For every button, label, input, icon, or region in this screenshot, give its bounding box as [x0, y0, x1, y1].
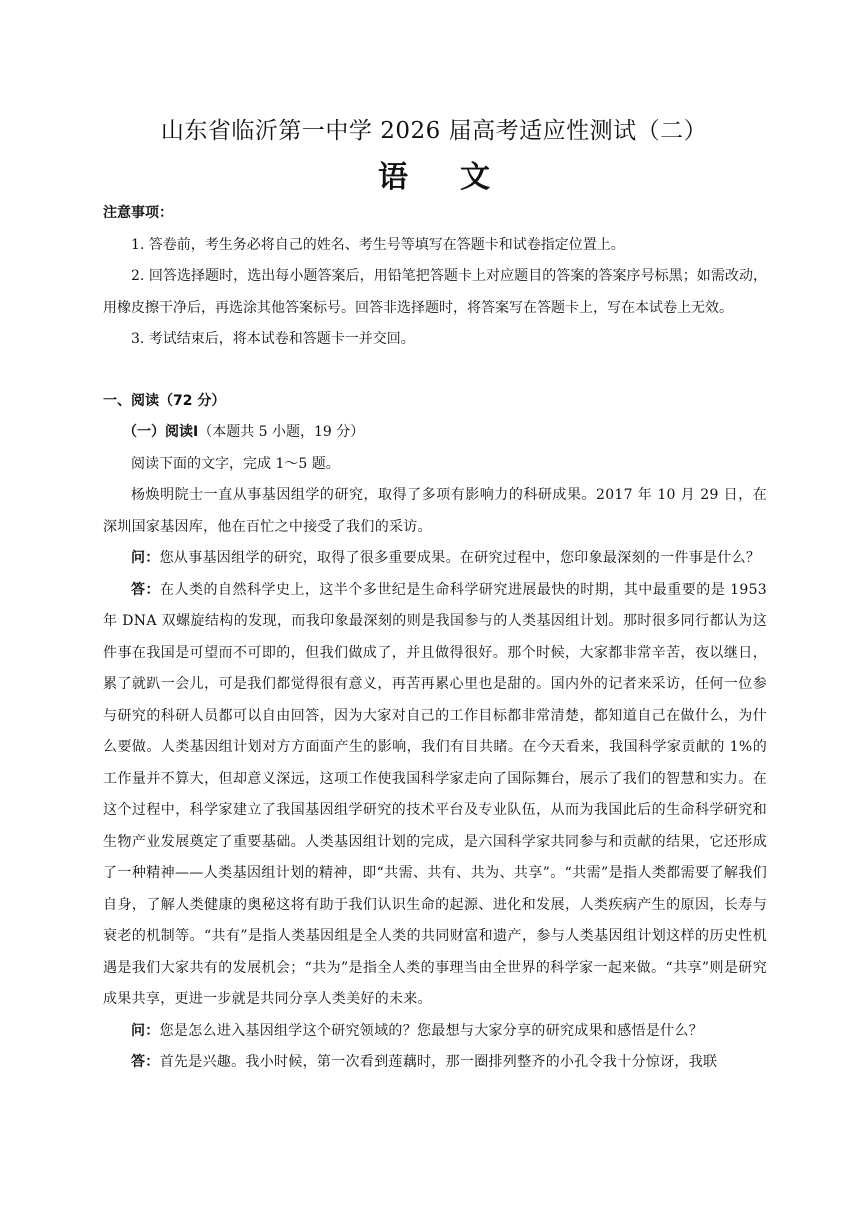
question-text: 您是怎么进入基因组学这个研究领域的？您最想与大家分享的研究成果和感悟是什么？: [159, 1022, 704, 1039]
answer-label: 答：: [131, 581, 160, 598]
answer-1: [103, 575, 767, 1016]
answer-label: 答：: [131, 1054, 160, 1070]
section-heading: 一、阅读（72 分）: [103, 392, 226, 409]
question-label: 问：: [131, 550, 160, 566]
question-text: 您从事基因组学的研究，取得了很多重要成果。在研究过程中，您印象最深刻的一件事是什么？: [159, 550, 761, 566]
exam-content: [103, 198, 767, 1079]
subsection-title: （一）阅读Ⅰ: [123, 424, 199, 440]
interview-intro: 杨焕明院士一直从事基因组学的研究，取得了多项有影响力的科研成果。2017 年 10 月 29 日，在深圳国家基因库，他在百忙之中接受了我们的采访。: [103, 487, 767, 535]
notice-item-1: 1. 答卷前，考生务必将自己的姓名、考生号等填写在答题卡和试卷指定位置上。: [131, 236, 625, 253]
answer-text: 首先是兴趣。我小时候，第一次看到莲藕时，那一圈排列整齐的小孔令我十分惊讶，我联: [159, 1054, 718, 1070]
question-label: 问：: [131, 1022, 160, 1039]
question-1: [103, 543, 767, 575]
exam-title: 山东省临沂第一中学 2026 届高考适应性测试（二）: [160, 118, 708, 144]
subsection-note: （本题共 5 小题，19 分）: [198, 424, 365, 440]
notice-item-3: 3. 考试结束后，将本试卷和答题卡一并交回。: [131, 331, 415, 347]
notice-item-2: 2. 回答选择题时，选出每小题答案后，用铅笔把答题卡上对应题目的答案的答案序号标黑；如需改动，用橡皮擦干净后，再选涂其他答案标号。回答非选择题时，将答案写在答题卡上，写在本试卷上无效。: [103, 268, 767, 316]
answer-2: [103, 1047, 767, 1079]
section-spacer: [103, 356, 767, 386]
reading-instruction: 阅读下面的文字，完成 1～5 题。: [131, 455, 340, 472]
answer-text: 在人类的自然科学史上，这半个多世纪是生命科学研究进展最快的时期，其中最重要的是 1953 年 DNA 双螺旋结构的发现，而我印象最深刻的则是我国参与的人类基因组计划。那时很多同行都认为这件事在我国是可望而不可即的，但我们做成了，并且做得很好。那个时候，大家都非常辛苦，夜以继日，累了就趴一会儿，可是我们都觉得很有意义，再苦再累心里也是甜的。国内外的记者来采访，任何一位参与研究的科研人员都可以自由回答，因为大家对自己的工作目标都非常清楚，都知道自己在做什么，为什么要做。人类基因组计划对方方面面产生的影响，我们有目共睹。在今天看来，我国科学家贡献的 1%的工作量并不算大，但却意义深远，这项工作使我国科学家走向了国际舞台，展示了我们的智慧和实力。在这个过程中，科学家建立了我国基因组学研究的技术平台及专业队伍，从而为我国此后的生命科学研究和生物产业发展奠定了重要基础。人类基因组计划的完成，是六国科学家共同参与和贡献的结果，它还形成了一种精神——人类基因组计划的精神，即“共需、共有、共为、共享”。“共需”是指人类都需要了解我们自身，了解人类健康的奥秘这将有助于我们认识生命的起源、进化和发展，人类疾病产生的原因，长寿与衰老的机制等。“共有”是指人类基因组是全人类的共同财富和遗产，参与人类基因组计划这样的历史性机遇是我们大家共有的发展机会；“共为”是指全人类的事理当由全世界的科学家一起来做。“共享”则是研究成果共享，更进一步就是共同分享人类美好的未来。: [103, 581, 767, 1007]
notice-heading: 注意事项：: [103, 205, 173, 221]
question-2: [103, 1016, 767, 1048]
subject-title: 语文: [378, 160, 542, 195]
subsection-heading: [103, 417, 767, 449]
